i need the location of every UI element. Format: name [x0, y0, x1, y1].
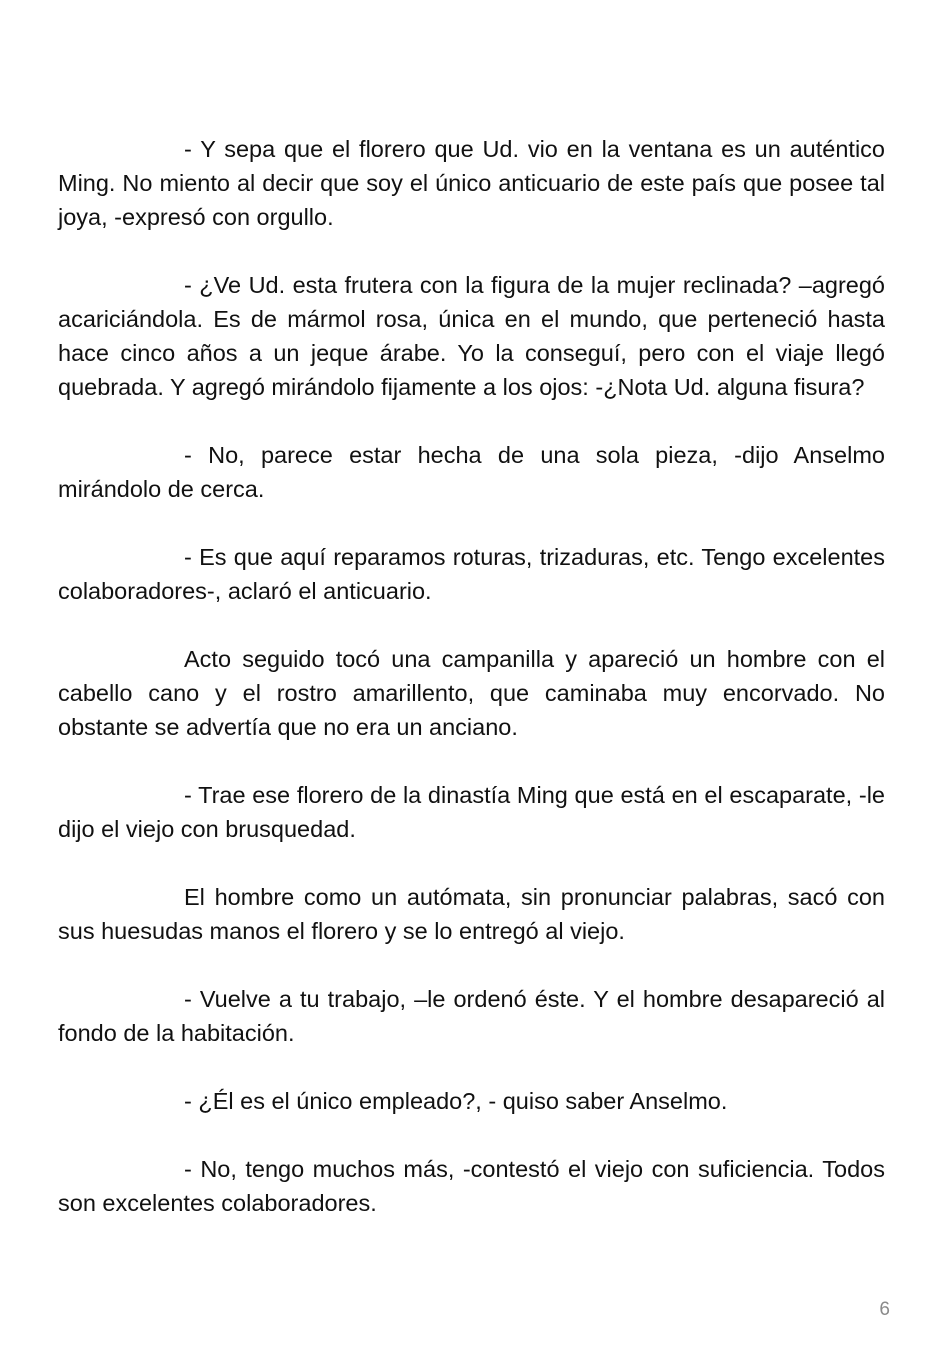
paragraph: - Trae ese florero de la dinastía Ming que está en el escaparate, -le dijo el viejo con brusquedad. [58, 782, 885, 842]
paragraph: - No, tengo muchos más, -contestó el viejo con suficiencia. Todos son excelentes colaboradores. [58, 1156, 885, 1216]
paragraph: - No, parece estar hecha de una sola pieza, -dijo Anselmo mirándolo de cerca. [58, 442, 885, 502]
page-number: 6 [879, 1299, 890, 1320]
paragraph: - ¿Ve Ud. esta frutera con la figura de la mujer reclinada? –agregó acariciándola. Es de mármol rosa, única en el mundo, que perteneció hasta hace cinco años a un jeque árabe. Yo la conseguí, pero con el viaje llegó quebrada. Y agregó mirándolo fijamente a los ojos: -¿Nota Ud. alguna fisura? [58, 272, 885, 400]
paragraph: El hombre como un autómata, sin pronunciar palabras, sacó con sus huesudas manos el florero y se lo entregó al viejo. [58, 884, 885, 944]
paragraph: - Y sepa que el florero que Ud. vio en la ventana es un auténtico Ming. No miento al decir que soy el único anticuario de este país que posee tal joya, -expresó con orgullo. [58, 136, 885, 230]
paragraph: - ¿Él es el único empleado?, - quiso saber Anselmo. [184, 1088, 728, 1114]
paragraph: - Es que aquí reparamos roturas, trizaduras, etc. Tengo excelentes colaboradores-, aclaró el anticuario. [58, 544, 885, 604]
paragraph: - Vuelve a tu trabajo, –le ordenó éste. Y el hombre desapareció al fondo de la habitación. [58, 986, 885, 1046]
paragraph: Acto seguido tocó una campanilla y apareció un hombre con el cabello cano y el rostro amarillento, que caminaba muy encorvado. No obstante se advertía que no era un anciano. [58, 646, 885, 740]
page-body [58, 132, 885, 1254]
